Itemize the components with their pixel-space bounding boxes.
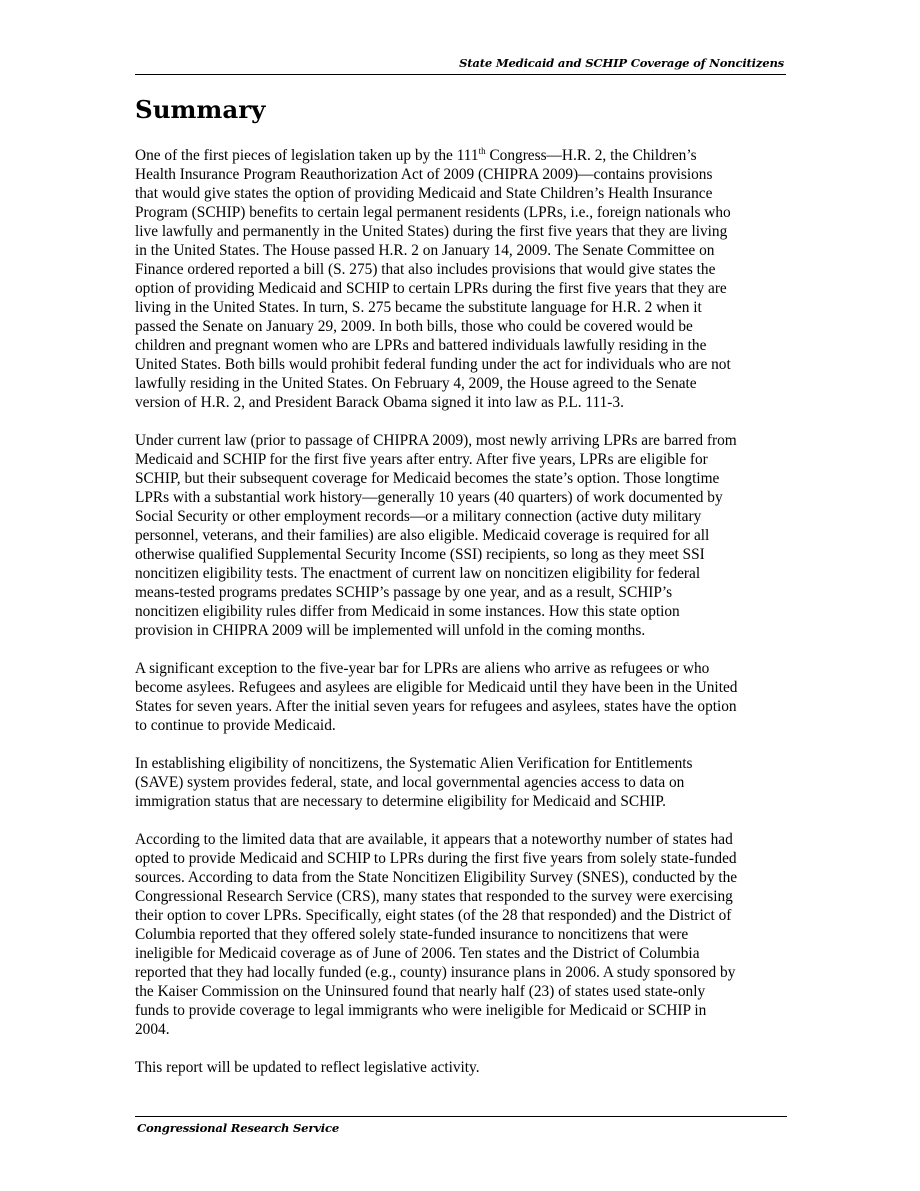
paragraph-refugee-exception [135, 659, 787, 735]
text-line: version of H.R. 2, and President Barack Obama signed it into law as P.L. 111-3. [135, 394, 624, 411]
text-line: become asylees. Refugees and asylees are eligible for Medicaid until they have been in the United [135, 679, 738, 696]
text-line: that would give states the option of providing Medicaid and State Children’s Health Insurance [135, 185, 713, 202]
text-line: Program (SCHIP) benefits to certain legal permanent residents (LPRs, i.e., foreign nationals who [135, 204, 731, 221]
text-line: Health Insurance Program Reauthorization Act of 2009 (CHIPRA 2009)—contains provisions [135, 166, 713, 183]
text-line: personnel, veterans, and their families) are also eligible. Medicaid coverage is required for all [135, 527, 710, 544]
running-title: State Medicaid and SCHIP Coverage of Noncitizens [459, 56, 784, 70]
text-line: reported that they had locally funded (e.g., county) insurance plans in 2006. A study sponsored by [135, 964, 736, 981]
text-line: to continue to provide Medicaid. [135, 717, 336, 734]
text-line: otherwise qualified Supplemental Security Income (SSI) recipients, so long as they meet SSI [135, 546, 705, 563]
text-line: lawfully residing in the United States. On February 4, 2009, the House agreed to the Senate [135, 375, 697, 392]
text-line: passed the Senate on January 29, 2009. In both bills, those who could be covered would be [135, 318, 693, 335]
text-line: option of providing Medicaid and SCHIP to certain LPRs during the first five years that they are [135, 280, 727, 297]
text-line: living in the United States. In turn, S. 275 became the substitute language for H.R. 2 when it [135, 299, 702, 316]
text-line: funds to provide coverage to legal immigrants who were ineligible for Medicaid or SCHIP in [135, 1002, 707, 1019]
text-line: Medicaid and SCHIP for the first five years after entry. After five years, LPRs are eligible for [135, 451, 708, 468]
paragraph-update-note [135, 1058, 787, 1077]
text-line: United States. Both bills would prohibit federal funding under the act for individuals who are not [135, 356, 731, 373]
text-line: (SAVE) system provides federal, state, and local governmental agencies access to data on [135, 774, 685, 791]
text-line: This report will be updated to reflect legislative activity. [135, 1059, 480, 1076]
text-line: LPRs with a substantial work history—generally 10 years (40 quarters) of work documented by [135, 489, 723, 506]
text-line: Finance ordered reported a bill (S. 275) that also includes provisions that would give states the [135, 261, 716, 278]
text-line: children and pregnant women who are LPRs and battered individuals lawfully residing in the [135, 337, 707, 354]
text-line: SCHIP, but their subsequent coverage for Medicaid becomes the state’s option. Those longtime [135, 470, 720, 487]
paragraph-current-law [135, 431, 787, 640]
section-title: Summary [135, 95, 266, 124]
paragraph-state-data [135, 830, 787, 1039]
page-header [135, 56, 786, 75]
text-line: 2004. [135, 1021, 170, 1038]
text-line: Social Security or other employment records—or a military connection (active duty military [135, 508, 702, 525]
text-line: noncitizen eligibility rules differ from Medicaid in some instances. How this state option [135, 603, 680, 620]
text-line: In establishing eligibility of noncitizens, the Systematic Alien Verification for Entitlements [135, 755, 693, 772]
text-line: Congressional Research Service (CRS), many states that responded to the survey were exercising [135, 888, 733, 905]
text-line: According to the limited data that are available, it appears that a noteworthy number of states had [135, 831, 733, 848]
page-footer [135, 1116, 787, 1135]
footer-organization: Congressional Research Service [137, 1121, 340, 1135]
text-line: A significant exception to the five-year bar for LPRs are aliens who arrive as refugees or who [135, 660, 710, 677]
text-line: States for seven years. After the initial seven years for refugees and asylees, states have the option [135, 698, 737, 715]
ordinal-superscript: th [478, 146, 486, 156]
text-line: means-tested programs predates SCHIP’s passage by one year, and as a result, SCHIP’s [135, 584, 673, 601]
text-line: provision in CHIPRA 2009 will be implemented will unfold in the coming months. [135, 622, 646, 639]
text-line: One of the first pieces of legislation taken up by the 111th Congress—H.R. 2, the Children’s [135, 146, 697, 164]
text-line: their option to cover LPRs. Specifically, eight states (of the 28 that responded) and the District of [135, 907, 732, 924]
text-line: the Kaiser Commission on the Uninsured found that nearly half (23) of states used state-only [135, 983, 706, 1000]
text-line: immigration status that are necessary to determine eligibility for Medicaid and SCHIP. [135, 793, 666, 810]
text-line: sources. According to data from the State Noncitizen Eligibility Survey (SNES), conducted by the [135, 869, 738, 886]
text-line: Under current law (prior to passage of CHIPRA 2009), most newly arriving LPRs are barred from [135, 432, 737, 449]
paragraph-save-system [135, 754, 787, 811]
text-line: noncitizen eligibility tests. The enactment of current law on noncitizen eligibility for federal [135, 565, 701, 582]
text-line: live lawfully and permanently in the United States) during the first five years that they are living [135, 223, 728, 240]
text-line: Columbia reported that they offered solely state-funded insurance to noncitizens that were [135, 926, 689, 943]
summary-body [135, 146, 787, 1096]
text-line: ineligible for Medicaid coverage as of June of 2006. Ten states and the District of Columbia [135, 945, 700, 962]
text-line: opted to provide Medicaid and SCHIP to LPRs during the first five years from solely state-funded [135, 850, 737, 867]
text-line: in the United States. The House passed H.R. 2 on January 14, 2009. The Senate Committee on [135, 242, 715, 259]
paragraph-chipra-legislation [135, 146, 787, 412]
